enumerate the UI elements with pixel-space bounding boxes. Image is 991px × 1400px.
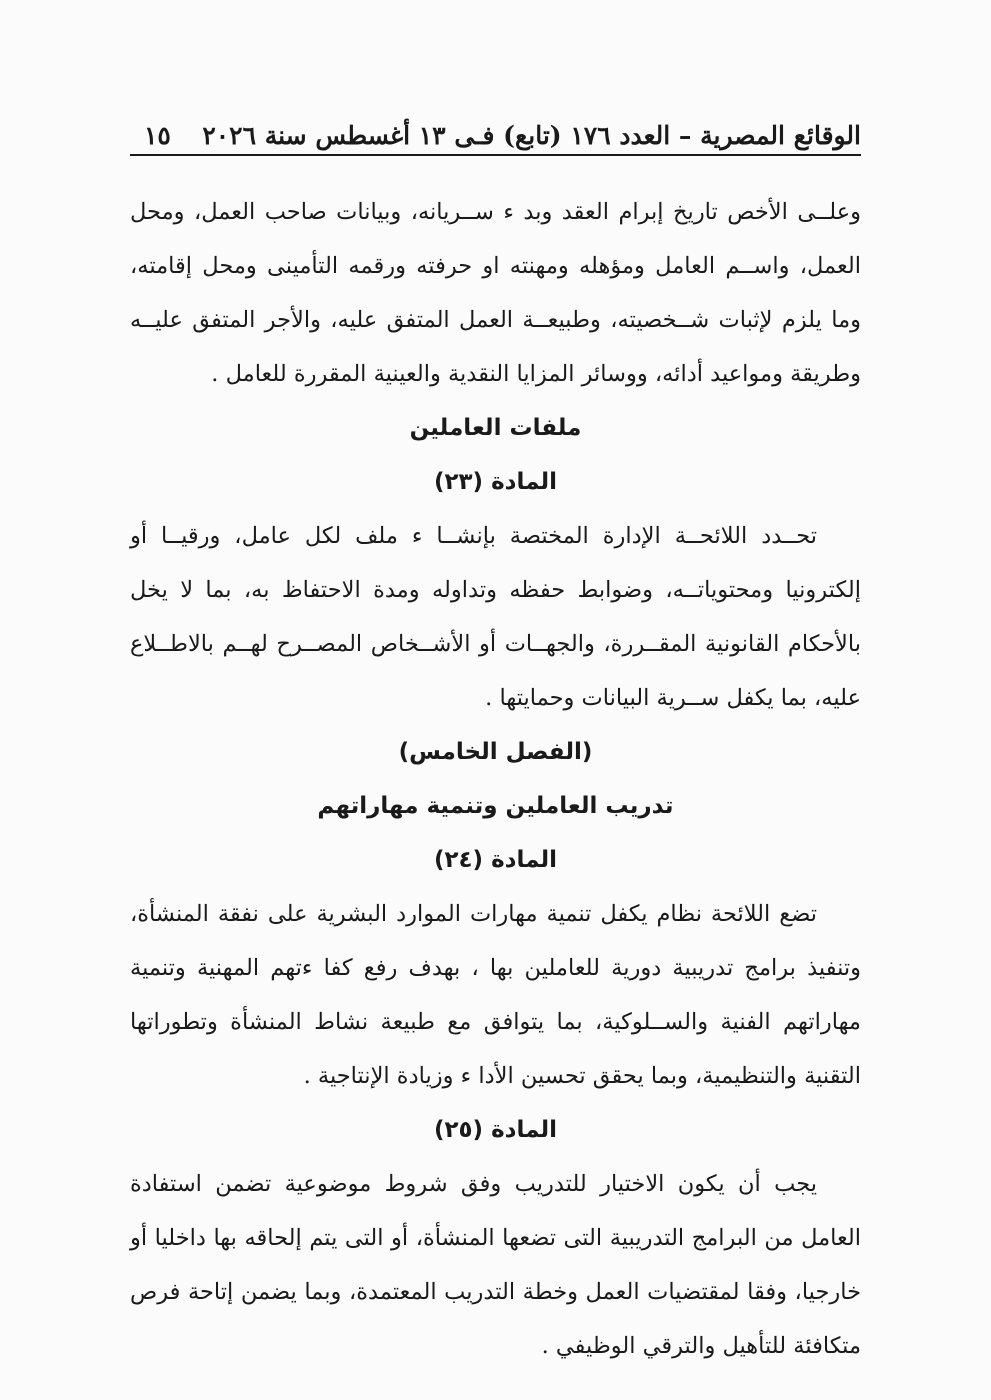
section-title-employee-files: ملفات العاملين	[409, 415, 582, 441]
article-25-title: المادة (٢٥)	[433, 1117, 558, 1143]
article-24-text: تضع اللائحة نظام يكفل تنمية مهارات الموارد البشرية على نفقة المنشأة، وتنفيذ برامج تدريبية دورية للعاملين بها ، بهدف رفع كفا ءتهم المهنية وتنمية مهاراتهم الفنية والســلوكية، بما يتوافق مع طبيعة نشاط المنشأة وتطوراتها التقنية والتنظيمية، وبما يحقق تحسين الأدا ء وزيادة الإنتاجية .	[130, 901, 861, 1089]
article-23-title: المادة (٢٣)	[433, 469, 558, 495]
chapter-subtitle: تدريب العاملين وتنمية مهاراتهم	[317, 793, 674, 819]
article-23-text: تحــدد اللائحــة الإدارة المختصة بإنشــا ء ملف لكل عامل، ورقيــا أو إلكترونيا ومحتوياتــه، وضوابط حفظه وتداوله ومدة الاحتفاظ به، بما لا يخل بالأحكام القانونية المقــررة، والجهــات أو الأشــخاص المصــرح لهــم بالاطــلاع عليه، بما يكفل ســرية البيانات وحمايتها .	[130, 523, 861, 711]
header-title: الوقائع المصرية – العدد ١٧٦ (تابع) فـى ١٣ أغسطس سنة ٢٠٢٦	[202, 121, 861, 150]
article-24-title: المادة (٢٤)	[433, 847, 558, 873]
intro-paragraph: وعلــى الأخص تاريخ إبرام العقد وبد ء ســريانه، وبيانات صاحب العمل، ومحل العمل، واســم العامل ومؤهله ومهنته او حرفته ورقمه التأمينى ومحل إقامته، وما يلزم لإثبات شــخصيته، وطبيعــة العمل المتفق عليه، والأجر المتفق عليــه وطريقة ومواعيد أدائه، ووسائر المزايا النقدية والعينية المقررة للعامل .	[130, 199, 861, 387]
page-number: ١٥	[144, 121, 171, 150]
page-body	[130, 185, 861, 1373]
chapter-title: (الفصل الخامس)	[398, 739, 593, 765]
page-header	[130, 112, 861, 156]
article-25-text: يجب أن يكون الاختيار للتدريب وفق شروط موضوعية تضمن استفادة العامل من البرامج التدريبية التى تضعها المنشأة، أو التى يتم إلحاقه بها داخليا أو خارجيا، وفقا لمقتضيات العمل وخطة التدريب المعتمدة، وبما يضمن إتاحة فرص متكافئة للتأهيل والترقي الوظيفي .	[130, 1171, 861, 1359]
